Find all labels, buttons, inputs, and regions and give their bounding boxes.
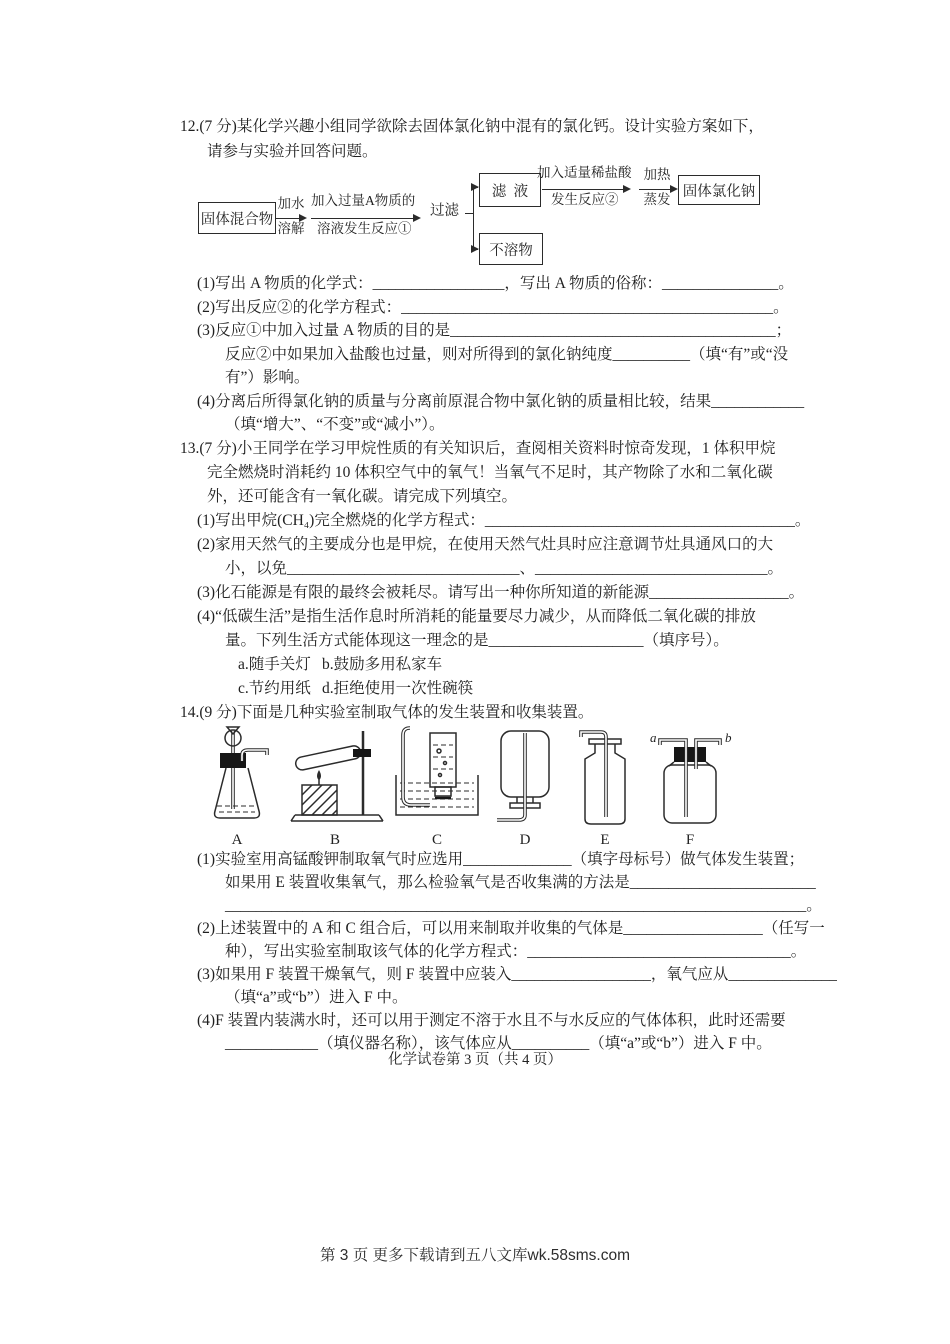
q14-line-1: (1)实验室用高锰酸钾制取氧气时应选用______________（填字母标号）做气体发生装置； — [197, 851, 805, 868]
q12-line-6: (4)分离后所得氯化钠的质量与分离前原混合物中氯化钠的质量相比较，结果____________ — [197, 392, 805, 410]
q12-line-3: (3)反应①中加入过量 A 物质的目的是__________________________________________； — [197, 322, 792, 339]
apparatus-d-label: D — [519, 832, 531, 848]
q12-stem-line2: 请参与实验并回答问题。 — [207, 143, 378, 160]
q13-option-d: d.拒绝使用一次性碗筷 — [322, 680, 474, 697]
apparatus-d — [493, 725, 557, 850]
apparatus-c-label: C — [431, 832, 442, 848]
q13-line-6: 量。下列生活方式能体现这一理念的是____________________（填序号）。 — [225, 632, 729, 649]
q13-line-2: (2)家用天然气的主要成分也是甲烷，在使用天然气灶具时应注意调节灶具通风口的大 — [197, 536, 774, 553]
q12-line-4: 反应②中如果加入盐酸也过量，则对所得到的氯化钠纯度__________（填“有”或“没 — [225, 345, 789, 363]
apparatus-c — [392, 725, 482, 850]
q13-option-b: b.鼓励多用私家车 — [322, 656, 443, 673]
apparatus-f — [648, 725, 732, 850]
flow-label-filter: 过滤 — [430, 203, 459, 219]
q13-stem-line3: 外，还可能含有一氧化碳。请完成下列填空。 — [207, 488, 518, 505]
q13-options-ab — [238, 653, 848, 677]
q12-line-2: (2)写出反应②的化学方程式：________________________________________________。 — [197, 298, 789, 316]
apparatus-e-label: E — [600, 832, 610, 848]
apparatus-f-label: F — [685, 832, 695, 848]
flow-label-add-hcl: 加入适量稀盐酸 — [537, 165, 632, 180]
flow-label-dissolve: 溶解 — [277, 221, 305, 236]
port-a-label: a — [650, 730, 657, 745]
q13-stem-line2: 完全燃烧时消耗约 10 体积空气中的氧气！当氧气不足时，其产物除了水和二氧化碳 — [207, 464, 773, 481]
flow-label-add-excess-a: 加入过量A物质的 — [311, 193, 416, 208]
clamp — [353, 749, 371, 757]
flow-label-reaction2: 发生反应② — [551, 192, 619, 207]
q14-line-2: 如果用 E 装置收集氧气，那么检验氧气是否收集满的方法是________________________ — [225, 874, 816, 891]
q13-line-5: (4)“低碳生活”是指生活作息时所消耗的能量要尽力减少，从而降低二氧化碳的排放 — [197, 608, 756, 625]
flow-arrow4-line — [639, 189, 673, 190]
flow-box-solid-nacl: 固体氯化钠 — [678, 175, 760, 205]
gas-washing-bottle-f-drawing — [648, 725, 732, 825]
q12-stem-line1: 12.(7 分)某化学兴趣小组同学欲除去固体氯化钠中混有的氯化钙。设计实验方案如下， — [180, 118, 764, 135]
question-12 — [180, 114, 848, 437]
q12-line-5: 有”）影响。 — [225, 369, 310, 386]
q14-line-3: ___________________________________________________________________________。 — [225, 897, 822, 914]
apparatus-a-label: A — [231, 832, 243, 848]
flow-box-filtrate: 滤 液 — [479, 173, 541, 207]
flow-label-evaporate: 蒸发 — [643, 192, 671, 207]
q12-line-1: (1)写出 A 物质的化学式：_________________，写出 A 物质的俗称：_______________。 — [197, 275, 794, 292]
flow-branch-bottom-head — [471, 245, 479, 253]
q14-line-8: (4)F 装置内装满水时，还可以用于测定不溶于水且不与水反应的气体体积，此时还需要 — [197, 1012, 786, 1029]
q14-line-5: 种），写出实验室制取该气体的化学方程式：__________________________________。 — [225, 943, 807, 960]
q14-line-9: ____________（填仪器名称），该气体应从__________（填“a”或“b”）进入 F 中。 — [225, 1035, 772, 1052]
q13-line-1: (1)写出甲烷(CH₄)完全燃烧的化学方程式：________________________________________。 — [197, 512, 811, 529]
flow-arrow2-head — [413, 214, 421, 222]
question-13 — [180, 437, 848, 701]
water-trough-collection-drawing — [392, 725, 482, 825]
q13-line-3: 小，以免______________________________、______________________________。 — [225, 560, 784, 577]
q13-stem-line1: 13.(7 分)小王同学在学习甲烷性质的有关知识后，查阅相关资料时惊奇发现，1 体积甲烷 — [180, 440, 776, 457]
flow-box-insoluble: 不溶物 — [479, 233, 543, 265]
q13-option-c: c.节约用纸 — [238, 680, 311, 697]
q12-flowchart — [185, 164, 848, 272]
flow-branch-top-head — [471, 183, 479, 191]
question-14 — [180, 701, 848, 1055]
flow-label-heat: 加热 — [643, 167, 671, 182]
apparatus-b-label: B — [329, 832, 340, 848]
gas-bottle-d-drawing — [493, 725, 557, 825]
q14-line-6: (3)如果用 F 装置干燥氧气，则 F 装置中应装入__________________，氧气应从______________ — [197, 966, 837, 983]
q13-option-a: a.随手关灯 — [238, 656, 311, 673]
flow-arrow3-line — [542, 189, 626, 190]
flow-branch-line — [473, 187, 474, 249]
stopper — [674, 747, 706, 762]
q13-options-cd — [238, 677, 848, 701]
q13-line-4: (3)化石能源是有限的最终会被耗尽。请写出一种你所知道的新能源__________________。 — [197, 584, 805, 601]
flow-arrow3-head — [623, 185, 631, 193]
flow-label-add-water: 加水 — [277, 196, 305, 211]
port-b-label: b — [725, 730, 732, 745]
gas-bottle-e-drawing — [573, 725, 637, 825]
q14-apparatus-row — [180, 725, 848, 848]
q14-line-4: (2)上述装置中的 A 和 C 组合后，可以用来制取并收集的气体是__________________（任写一 — [197, 920, 825, 937]
exam-page-footer: 化学试卷第 3 页（共 4 页） — [388, 1052, 562, 1068]
flow-box-solid-mixture: 固体混合物 — [198, 202, 276, 234]
site-footer: 第 3 页 更多下载请到五八文库wk.58sms.com — [319, 1247, 631, 1264]
apparatus-b — [285, 725, 385, 850]
flow-arrow2-line — [311, 218, 416, 219]
flask-thistle-funnel-drawing — [197, 725, 277, 825]
q12-line-7: （填“增大”、“不变”或“减小”）。 — [225, 416, 445, 433]
apparatus-a — [197, 725, 277, 850]
apparatus-e — [573, 725, 637, 850]
testtube-heating-stand-drawing — [285, 725, 385, 825]
q14-stem: 14.(9 分)下面是几种实验室制取气体的发生装置和收集装置。 — [180, 704, 594, 721]
q14-line-7: （填“a”或“b”）进入 F 中。 — [225, 989, 408, 1006]
flow-label-reaction1: 溶液发生反应① — [317, 221, 412, 236]
